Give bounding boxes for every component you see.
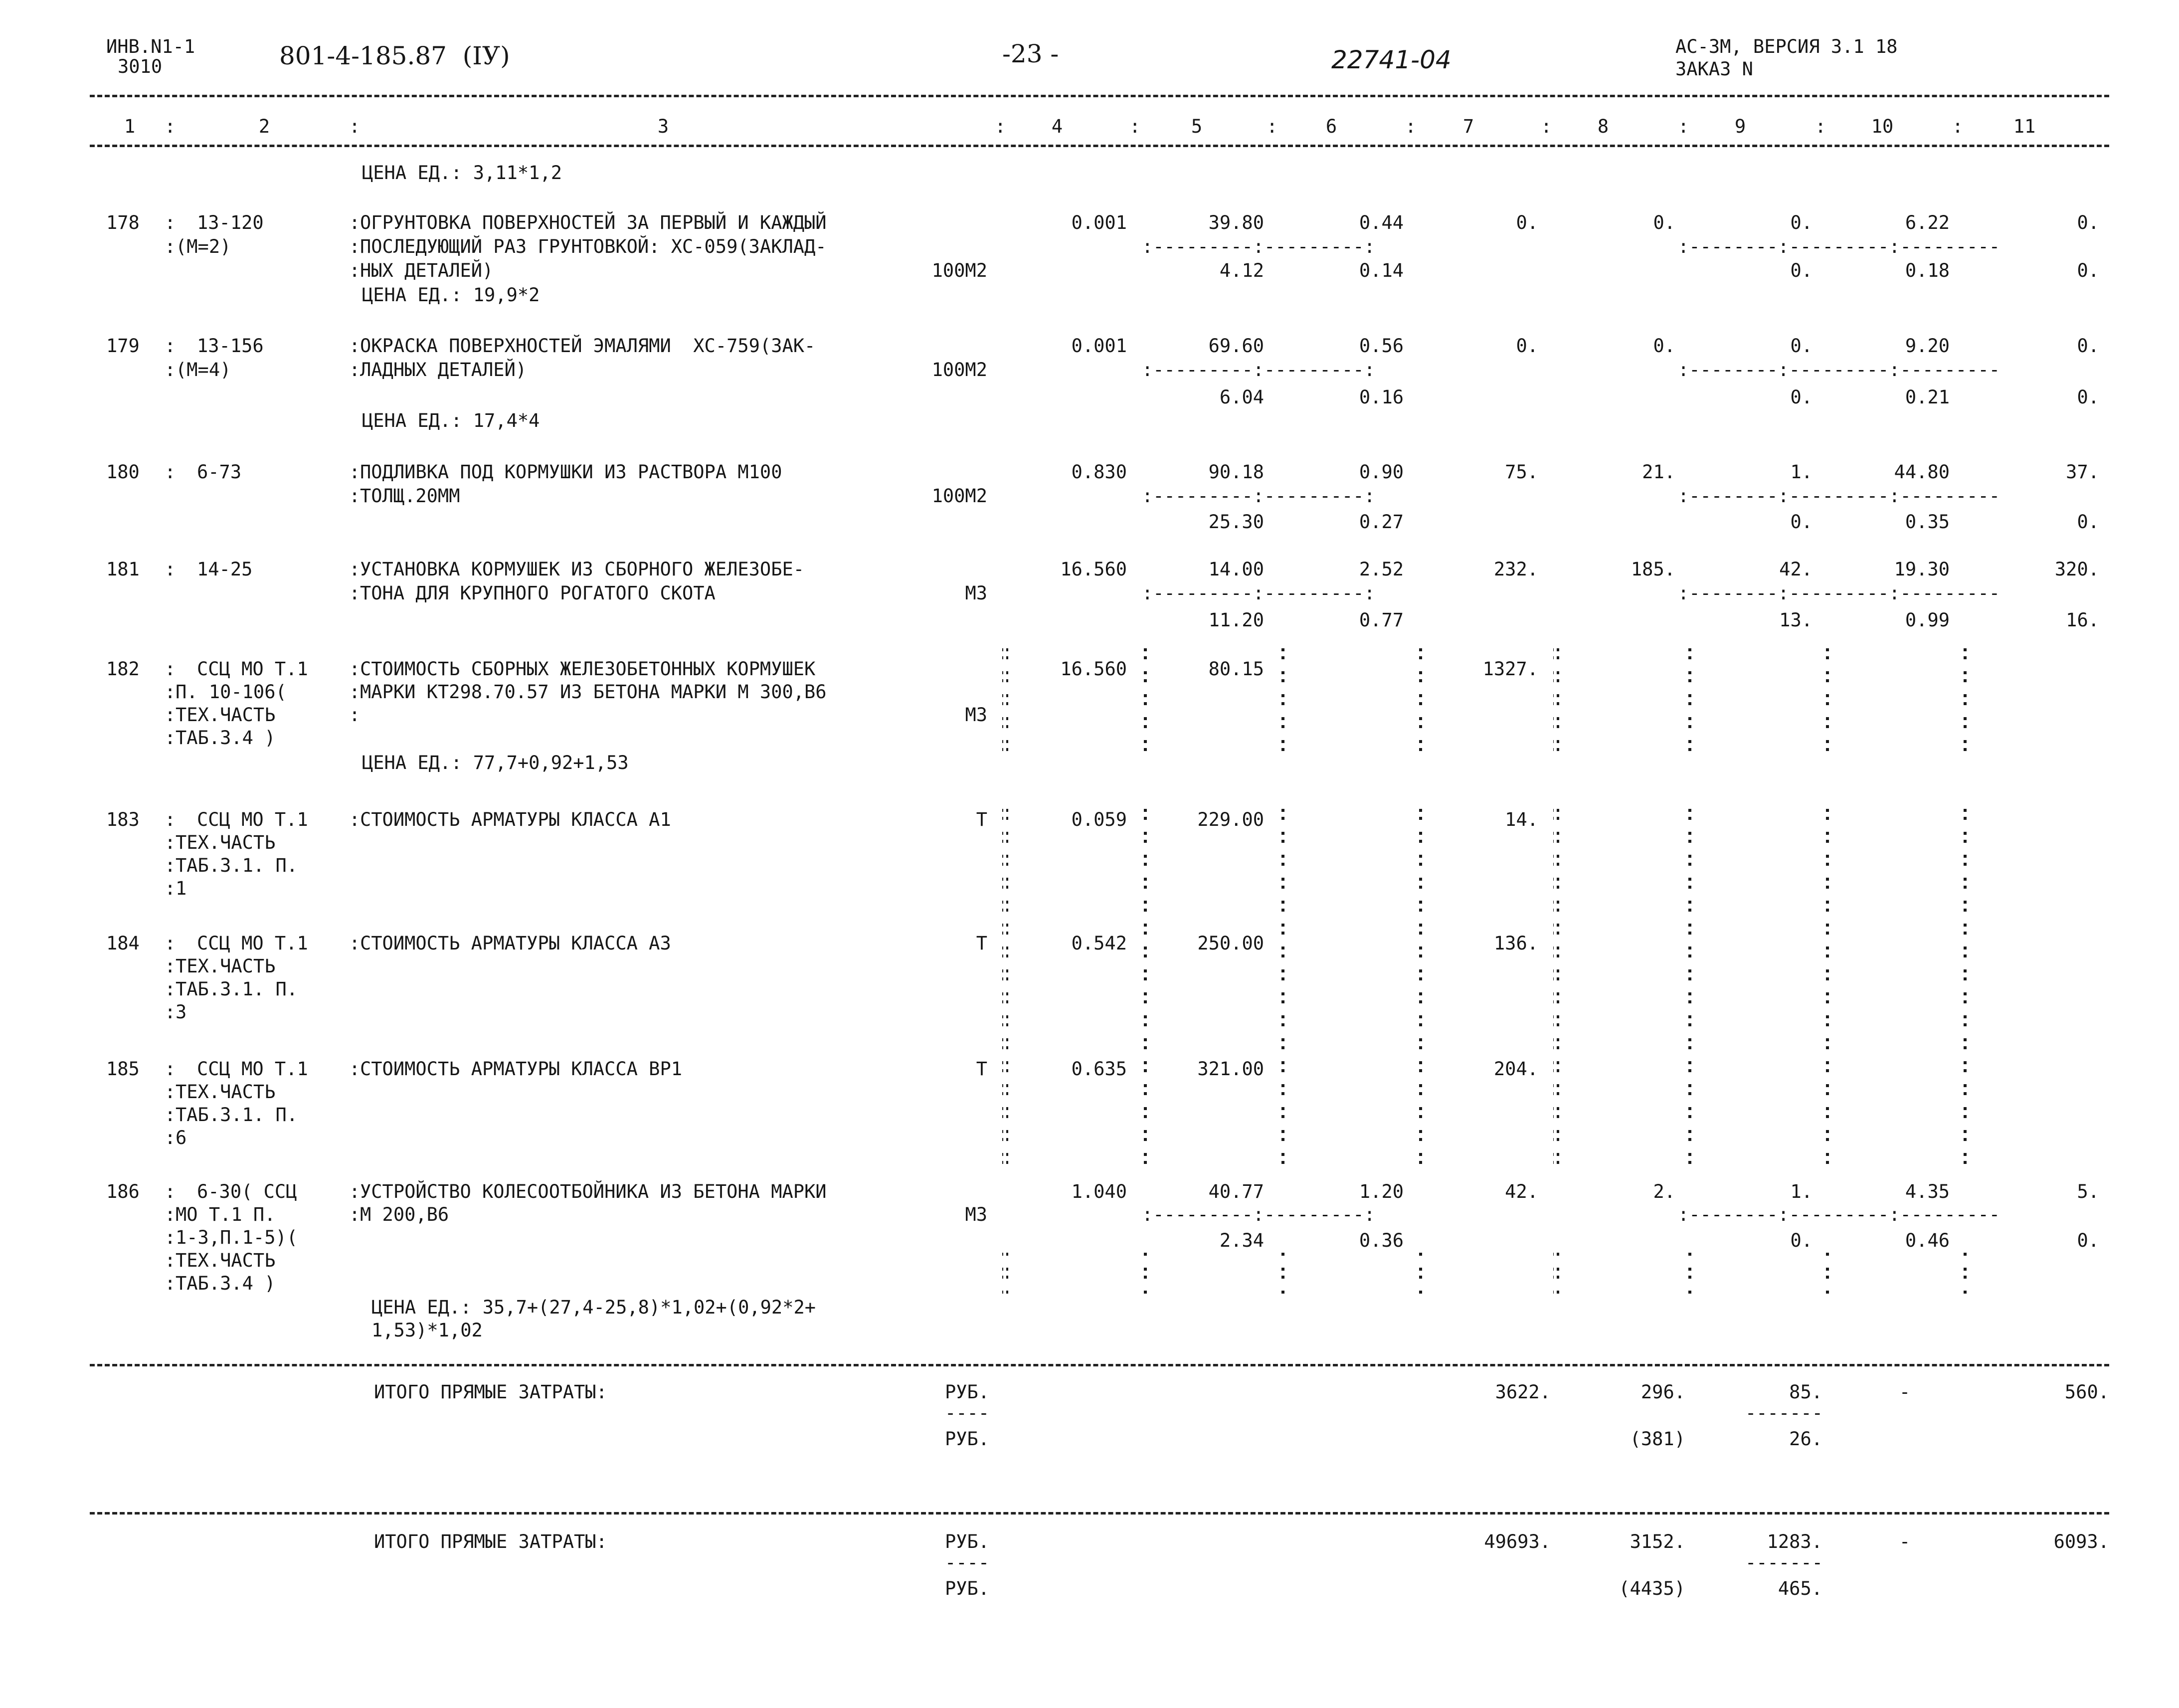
cell-5: 90.18 xyxy=(1208,461,1264,483)
row-code: ТАБ.3.1. П. xyxy=(176,855,298,876)
cell-7: 42. xyxy=(1505,1181,1538,1202)
row-description: СТОИМОСТЬ АРМАТУРЫ КЛАССА ВР1 xyxy=(360,1058,683,1080)
total-col-9-sub: 26. xyxy=(1789,1428,1822,1450)
cell-4: 16.560 xyxy=(1060,658,1127,680)
cell-7: 204. xyxy=(1493,1058,1538,1080)
total-col-9: 85. xyxy=(1789,1381,1822,1403)
row-code: ТАБ.3.1. П. xyxy=(176,978,298,1000)
row-code: 1-3,П.1-5)( xyxy=(176,1227,298,1248)
row-number: 186 xyxy=(106,1181,140,1202)
cell-7: 136. xyxy=(1493,933,1538,954)
cell-4: 0.635 xyxy=(1071,1058,1127,1080)
column-7: 7 xyxy=(1462,116,1474,137)
cell-11-sub: 16. xyxy=(2066,609,2099,631)
cell-11: 0. xyxy=(2077,335,2099,357)
price-note: 1,53)*1,02 xyxy=(371,1320,483,1341)
totals-separator xyxy=(90,1512,2109,1515)
cell-9-sub: 0. xyxy=(1790,1230,1813,1251)
row-unit: 100М2 xyxy=(931,359,987,380)
cell-4: 16.560 xyxy=(1060,559,1127,580)
row-number: 178 xyxy=(106,212,140,233)
row-number: 182 xyxy=(106,658,140,680)
totals-label: ИТОГО ПРЯМЫЕ ЗАТРАТЫ: xyxy=(374,1381,607,1403)
cell-5: 39.80 xyxy=(1208,212,1264,233)
total-col-11: 6093. xyxy=(2053,1531,2109,1552)
row-unit: Т xyxy=(976,809,987,830)
cell-4: 0.001 xyxy=(1071,212,1127,233)
cell-10-sub: 0.99 xyxy=(1905,609,1950,631)
cell-7: 1327. xyxy=(1482,658,1538,680)
total-col-8: 3152. xyxy=(1630,1531,1685,1552)
row-code: ТАБ.3.4 ) xyxy=(176,727,276,749)
row-description: НЫХ ДЕТАЛЕЙ) xyxy=(360,260,494,281)
row-code: 14-25 xyxy=(197,559,253,580)
total-dash: ------- xyxy=(1745,1402,1823,1424)
cell-5: 14.00 xyxy=(1208,559,1264,580)
handwritten-number: 22741-04 xyxy=(1331,45,1452,74)
cell-5: 250.00 xyxy=(1197,933,1264,954)
inventory-number-2: 3010 xyxy=(118,56,163,77)
row-unit: 100М2 xyxy=(931,485,987,507)
total-col-8-sub: (381) xyxy=(1630,1428,1685,1450)
row-unit: Т xyxy=(976,933,987,954)
cell-4: 1.040 xyxy=(1071,1181,1127,1202)
price-note: ЦЕНА ЕД.: 77,7+0,92+1,53 xyxy=(362,752,629,773)
total-col-8-sub: (4435) xyxy=(1619,1578,1685,1599)
total-col-10: - xyxy=(1899,1381,1911,1403)
total-col-7: 3622. xyxy=(1495,1381,1551,1403)
totals-label: ИТОГО ПРЯМЫЕ ЗАТРАТЫ: xyxy=(374,1531,607,1552)
cell-4: 0.059 xyxy=(1071,809,1127,830)
cell-10-sub: 0.18 xyxy=(1905,260,1950,281)
row-code: (M=2) xyxy=(176,236,231,257)
cell-4: 0.830 xyxy=(1071,461,1127,483)
row-code: 1 xyxy=(176,878,187,899)
row-description: СТОИМОСТЬ СБОРНЫХ ЖЕЛЕЗОБЕТОННЫХ КОРМУШЕК xyxy=(360,658,816,680)
cell-5-sub: 2.34 xyxy=(1219,1230,1264,1251)
cell-11: 5. xyxy=(2077,1181,2099,1202)
column-8: 8 xyxy=(1597,116,1609,137)
price-note: ЦЕНА ЕД.: 17,4*4 xyxy=(362,410,540,431)
total-col-9: 1283. xyxy=(1767,1531,1822,1552)
cell-4: 0.542 xyxy=(1071,933,1127,954)
row-unit: 100М2 xyxy=(931,260,987,281)
cell-6: 0.44 xyxy=(1359,212,1404,233)
column-5: 5 xyxy=(1191,116,1203,137)
row-description: ПОСЛЕДУЮЩИЙ РАЗ ГРУНТОВКОЙ: ХС-059(ЗАКЛАД- xyxy=(360,236,827,257)
total-col-9-sub: 465. xyxy=(1778,1578,1822,1599)
row-description: ЛАДНЫХ ДЕТАЛЕЙ) xyxy=(360,359,527,380)
page-number: -23 - xyxy=(1002,39,1059,68)
column-6: 6 xyxy=(1325,116,1337,137)
cell-5: 69.60 xyxy=(1208,335,1264,357)
column-9: 9 xyxy=(1734,116,1746,137)
row-code: ТЕХ.ЧАСТЬ xyxy=(176,832,276,853)
cell-11: 37. xyxy=(2066,461,2099,483)
row-code: ТЕХ.ЧАСТЬ xyxy=(176,1081,276,1103)
row-number: 185 xyxy=(106,1058,140,1080)
total-dash: ------- xyxy=(1745,1552,1823,1573)
cell-7: 14. xyxy=(1505,809,1538,830)
cell-4: 0.001 xyxy=(1071,335,1127,357)
cell-8: 21. xyxy=(1642,461,1675,483)
cell-10-sub: 0.21 xyxy=(1905,386,1950,408)
row-code: (M=4) xyxy=(176,359,231,380)
currency-label: РУБ. xyxy=(945,1531,990,1552)
row-code: ССЦ МО Т.1 xyxy=(197,933,308,954)
currency-dash: ---- xyxy=(945,1402,990,1424)
row-description: ОКРАСКА ПОВЕРХНОСТЕЙ ЭМАЛЯМИ ХС-759(ЗАК- xyxy=(360,335,816,357)
cell-10-sub: 0.35 xyxy=(1905,511,1950,533)
total-col-8: 296. xyxy=(1640,1381,1685,1403)
cell-10: 6.22 xyxy=(1905,212,1950,233)
row-description: М 200,В6 xyxy=(360,1204,449,1225)
currency-label: РУБ. xyxy=(945,1428,990,1450)
column-1: 1 xyxy=(124,116,136,137)
cell-8: 0. xyxy=(1653,335,1675,357)
currency-dash: ---- xyxy=(945,1552,990,1573)
cell-7: 75. xyxy=(1505,461,1538,483)
price-note: ЦЕНА ЕД.: 3,11*1,2 xyxy=(362,162,562,184)
cell-5-sub: 11.20 xyxy=(1208,609,1264,631)
row-code: ТАБ.3.1. П. xyxy=(176,1104,298,1126)
row-unit: М3 xyxy=(965,1204,987,1225)
row-description: УСТРОЙСТВО КОЛЕСООТБОЙНИКА ИЗ БЕТОНА МАРКИ xyxy=(360,1181,827,1202)
cell-5-sub: 4.12 xyxy=(1219,260,1264,281)
cell-6-sub: 0.77 xyxy=(1359,609,1404,631)
row-code: ССЦ МО Т.1 xyxy=(197,809,308,830)
cell-11-sub: 0. xyxy=(2077,386,2099,408)
cell-6: 0.56 xyxy=(1359,335,1404,357)
row-code: ТЕХ.ЧАСТЬ xyxy=(176,1250,276,1271)
cell-6-sub: 0.36 xyxy=(1359,1230,1404,1251)
column-11: 11 xyxy=(2013,116,2036,137)
row-code: ТЕХ.ЧАСТЬ xyxy=(176,955,276,977)
total-col-10: - xyxy=(1899,1531,1911,1552)
row-code: ССЦ МО Т.1 xyxy=(197,1058,308,1080)
cell-6-sub: 0.27 xyxy=(1359,511,1404,533)
cell-5-sub: 25.30 xyxy=(1208,511,1264,533)
cell-5: 229.00 xyxy=(1197,809,1264,830)
cell-7: 0. xyxy=(1516,212,1538,233)
cell-5: 80.15 xyxy=(1208,658,1264,680)
row-code: 6-30( ССЦ xyxy=(197,1181,297,1202)
cell-6: 2.52 xyxy=(1359,559,1404,580)
row-code: 6-73 xyxy=(197,461,242,483)
cell-8: 185. xyxy=(1631,559,1675,580)
cell-6-sub: 0.16 xyxy=(1359,386,1404,408)
cell-9: 1. xyxy=(1790,461,1813,483)
cell-9-sub: 0. xyxy=(1790,260,1813,281)
cell-6: 0.90 xyxy=(1359,461,1404,483)
cell-11: 320. xyxy=(2054,559,2099,580)
cell-10: 19.30 xyxy=(1894,559,1950,580)
cell-5: 321.00 xyxy=(1197,1058,1264,1080)
row-description: МАРКИ КТ298.70.57 ИЗ БЕТОНА МАРКИ М 300,В6 xyxy=(360,681,827,703)
cell-7: 232. xyxy=(1493,559,1538,580)
row-code: П. 10-106( xyxy=(176,681,287,703)
row-description: ОГРУНТОВКА ПОВЕРХНОСТЕЙ ЗА ПЕРВЫЙ И КАЖДЫЙ xyxy=(360,212,827,233)
row-number: 184 xyxy=(106,933,140,954)
row-description: УСТАНОВКА КОРМУШЕК ИЗ СБОРНОГО ЖЕЛЕЗОБЕ- xyxy=(360,559,805,580)
column-3: 3 xyxy=(657,116,669,137)
cell-8: 2. xyxy=(1653,1181,1675,1202)
row-number: 180 xyxy=(106,461,140,483)
row-number: 181 xyxy=(106,559,140,580)
row-code: ТЕХ.ЧАСТЬ xyxy=(176,704,276,726)
row-number: 179 xyxy=(106,335,140,357)
cell-6: 1.20 xyxy=(1359,1181,1404,1202)
row-description: СТОИМОСТЬ АРМАТУРЫ КЛАССА А1 xyxy=(360,809,671,830)
cell-10: 4.35 xyxy=(1905,1181,1950,1202)
inventory-number: ИНВ.N1-1 xyxy=(106,36,195,57)
column-10: 10 xyxy=(1871,116,1894,137)
cell-9-sub: 0. xyxy=(1790,511,1813,533)
cell-9-sub: 0. xyxy=(1790,386,1813,408)
cell-9: 1. xyxy=(1790,1181,1813,1202)
row-unit: Т xyxy=(976,1058,987,1080)
total-col-11: 560. xyxy=(2064,1381,2109,1403)
cell-6-sub: 0.14 xyxy=(1359,260,1404,281)
row-description: ПОДЛИВКА ПОД КОРМУШКИ ИЗ РАСТВОРА М100 xyxy=(360,461,782,483)
row-code: 13-120 xyxy=(197,212,264,233)
row-number: 183 xyxy=(106,809,140,830)
cell-8: 0. xyxy=(1653,212,1675,233)
price-note: ЦЕНА ЕД.: 35,7+(27,4-25,8)*1,02+(0,92*2+ xyxy=(371,1297,816,1318)
cell-9: 0. xyxy=(1790,212,1813,233)
row-description: ТОЛЩ.20ММ xyxy=(360,485,460,507)
row-code: ССЦ МО Т.1 xyxy=(197,658,308,680)
row-code: 3 xyxy=(176,1001,187,1023)
row-unit: М3 xyxy=(965,704,987,726)
cell-10: 44.80 xyxy=(1894,461,1950,483)
totals-separator xyxy=(90,1364,2109,1366)
cell-11-sub: 0. xyxy=(2077,511,2099,533)
cell-10-sub: 0.46 xyxy=(1905,1230,1950,1251)
row-code: ТАБ.3.4 ) xyxy=(176,1273,276,1294)
cell-7: 0. xyxy=(1516,335,1538,357)
order-label: ЗАКАЗ N xyxy=(1675,58,1753,80)
cell-11-sub: 0. xyxy=(2077,260,2099,281)
cell-11: 0. xyxy=(2077,212,2099,233)
currency-label: РУБ. xyxy=(945,1578,990,1599)
cell-9-sub: 13. xyxy=(1779,609,1813,631)
software-version: АС-3М, ВЕРСИЯ 3.1 18 xyxy=(1675,36,1898,57)
cell-9: 0. xyxy=(1790,335,1813,357)
currency-label: РУБ. xyxy=(945,1381,990,1403)
cell-5-sub: 6.04 xyxy=(1219,386,1264,408)
cell-10: 9.20 xyxy=(1905,335,1950,357)
cell-5: 40.77 xyxy=(1208,1181,1264,1202)
row-unit: М3 xyxy=(965,582,987,604)
row-code: 13-156 xyxy=(197,335,264,357)
row-code: 6 xyxy=(176,1127,187,1148)
price-note: ЦЕНА ЕД.: 19,9*2 xyxy=(362,284,540,306)
total-col-7: 49693. xyxy=(1484,1531,1551,1552)
column-2: 2 xyxy=(258,116,270,137)
cell-11-sub: 0. xyxy=(2077,1230,2099,1251)
cell-9: 42. xyxy=(1779,559,1813,580)
row-code: МО Т.1 П. xyxy=(176,1204,276,1225)
row-description: ТОНА ДЛЯ КРУПНОГО РОГАТОГО СКОТА xyxy=(360,582,716,604)
row-description: СТОИМОСТЬ АРМАТУРЫ КЛАССА А3 xyxy=(360,933,671,954)
column-4: 4 xyxy=(1051,116,1063,137)
project-code: 801-4-185.87 (IУ) xyxy=(279,41,510,70)
